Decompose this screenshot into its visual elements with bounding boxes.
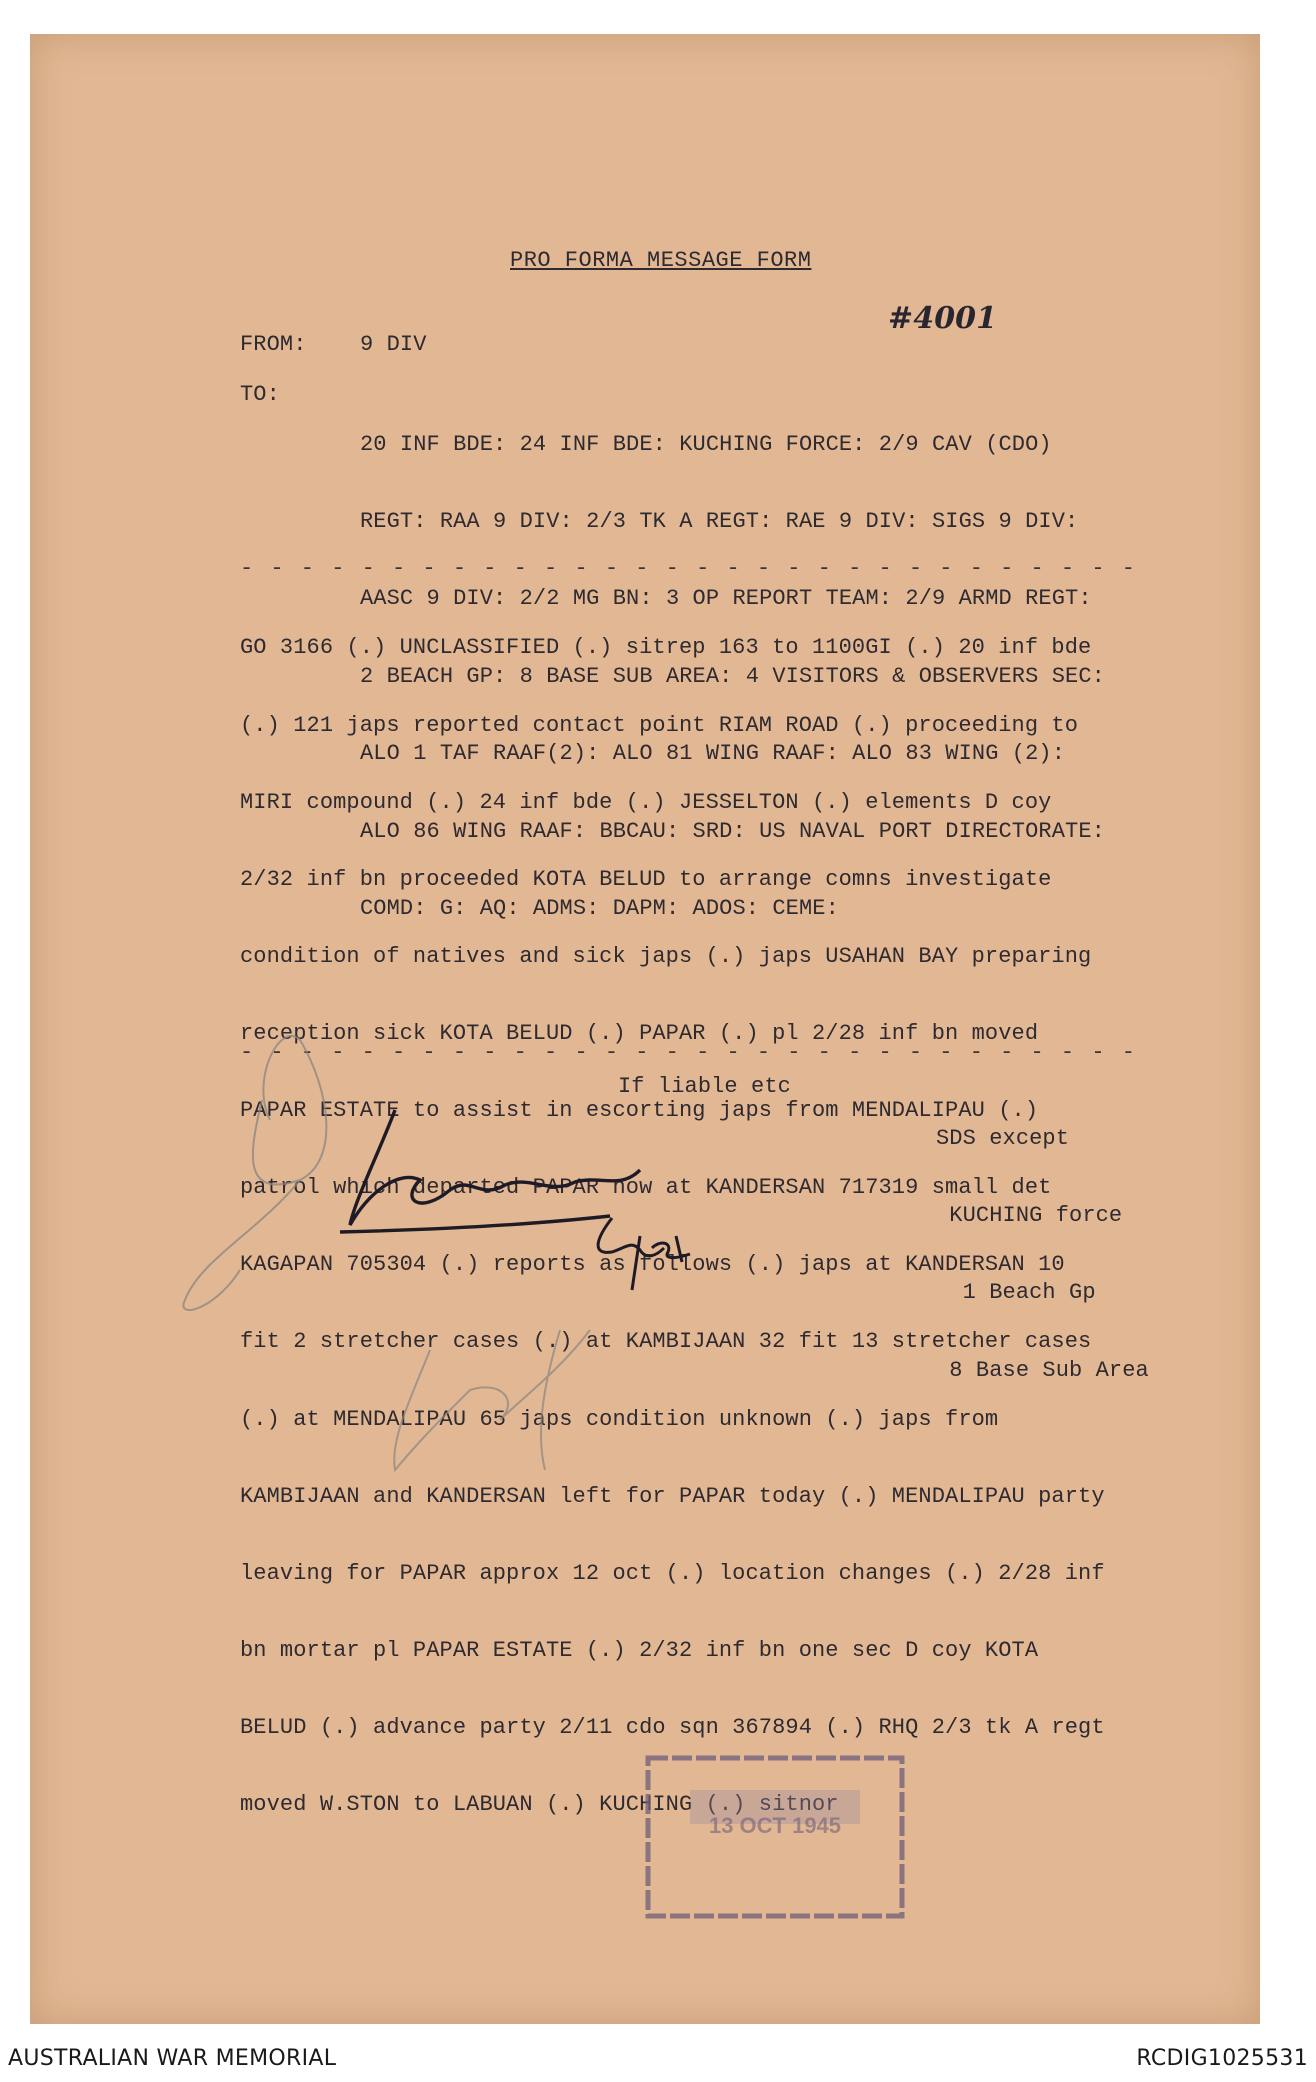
sds-line: SDS except: [936, 1125, 1070, 1151]
footer-archive-name: AUSTRALIAN WAR MEMORIAL: [8, 2046, 337, 2071]
message-line: BELUD (.) advance party 2/11 cdo sqn 367894 (.) RHQ 2/3 tk A regt: [240, 1714, 1105, 1740]
message-line: GO 3166 (.) UNCLASSIFIED (.) sitrep 163 to 1100GI (.) 20 inf bde: [240, 635, 1092, 661]
message-line: patrol which departed PAPAR now at KANDERSAN 717319 small det: [240, 1175, 1052, 1201]
separator-dashes: - - - - - - - - - - - - - - - - - - - - - - - - - - - - - -: [240, 1040, 1137, 1065]
message-line: moved W.STON to LABUAN (.) KUCHING (.) sitnor: [240, 1792, 839, 1818]
addressee-line: 2 BEACH GP: 8 BASE SUB AREA: 4 VISITORS & OBSERVERS SEC:: [360, 663, 1105, 689]
to-label: TO:: [240, 382, 280, 407]
stamp-date: 13 OCT 1945: [708, 1813, 842, 1838]
ink-rank-capt: [598, 1218, 690, 1290]
message-line: MIRI compound (.) 24 inf bde (.) JESSELTON (.) elements D coy: [240, 789, 1052, 815]
message-line: bn mortar pl PAPAR ESTATE (.) 2/32 inf bn one sec D coy KOTA: [240, 1637, 1039, 1663]
pencil-initials: [183, 1036, 326, 1310]
sds-line: 8 Base Sub Area: [936, 1357, 1149, 1383]
liable-note: If liable etc: [618, 1074, 791, 1099]
addressee-line: COMD: G: AQ: ADMS: DAPM: ADOS: CEME:: [360, 895, 839, 921]
addressee-line: REGT: RAA 9 DIV: 2/3 TK A REGT: RAE 9 DIV: SIGS 9 DIV:: [360, 508, 1079, 534]
message-line: PAPAR ESTATE to assist in escorting japs from MENDALIPAU (.): [240, 1098, 1039, 1124]
ink-signature: [340, 1110, 640, 1232]
pencil-initials-2: [394, 1330, 590, 1470]
message-line: 2/32 inf bn proceeded KOTA BELUD to arrange comns investigate: [240, 866, 1052, 892]
separator-dashes: - - - - - - - - - - - - - - - - - - - - - - - - - - - - - -: [240, 556, 1137, 581]
message-line: (.) at MENDALIPAU 65 japs condition unknown (.) japs from: [240, 1406, 999, 1432]
message-line: reception sick KOTA BELUD (.) PAPAR (.) pl 2/28 inf bn moved: [240, 1020, 1039, 1046]
message-line: KAGAPAN 705304 (.) reports as follows (.) japs at KANDERSAN 10: [240, 1252, 1065, 1278]
addressee-line: AASC 9 DIV: 2/2 MG BN: 3 OP REPORT TEAM: 2/9 ARMD REGT:: [360, 586, 1092, 612]
from-value: 9 DIV: [360, 332, 427, 357]
message-line: condition of natives and sick japs (.) japs USAHAN BAY preparing: [240, 943, 1092, 969]
message-line: leaving for PAPAR approx 12 oct (.) location changes (.) 2/28 inf: [240, 1560, 1105, 1586]
addressee-line: ALO 1 TAF RAAF(2): ALO 81 WING RAAF: ALO 83 WING (2):: [360, 741, 1066, 767]
addressee-line: ALO 86 WING RAAF: BBCAU: SRD: US NAVAL PORT DIRECTORATE:: [360, 818, 1105, 844]
message-line: fit 2 stretcher cases (.) at KAMBIJAAN 32 fit 13 stretcher cases: [240, 1329, 1092, 1355]
message-line: (.) 121 japs reported contact point RIAM ROAD (.) proceeding to: [240, 712, 1079, 738]
message-line: KAMBIJAAN and KANDERSAN left for PAPAR today (.) MENDALIPAU party: [240, 1483, 1105, 1509]
form-title: PRO FORMA MESSAGE FORM: [510, 248, 812, 273]
sds-line: KUCHING force: [936, 1202, 1123, 1228]
footer-record-id: RCDIG1025531: [1136, 2046, 1308, 2071]
message-number: #4001: [888, 301, 998, 336]
from-label: FROM:: [240, 332, 307, 357]
addressee-line: 20 INF BDE: 24 INF BDE: KUCHING FORCE: 2/9 CAV (CDO): [360, 431, 1052, 457]
sds-line: 1 Beach Gp: [936, 1280, 1096, 1306]
